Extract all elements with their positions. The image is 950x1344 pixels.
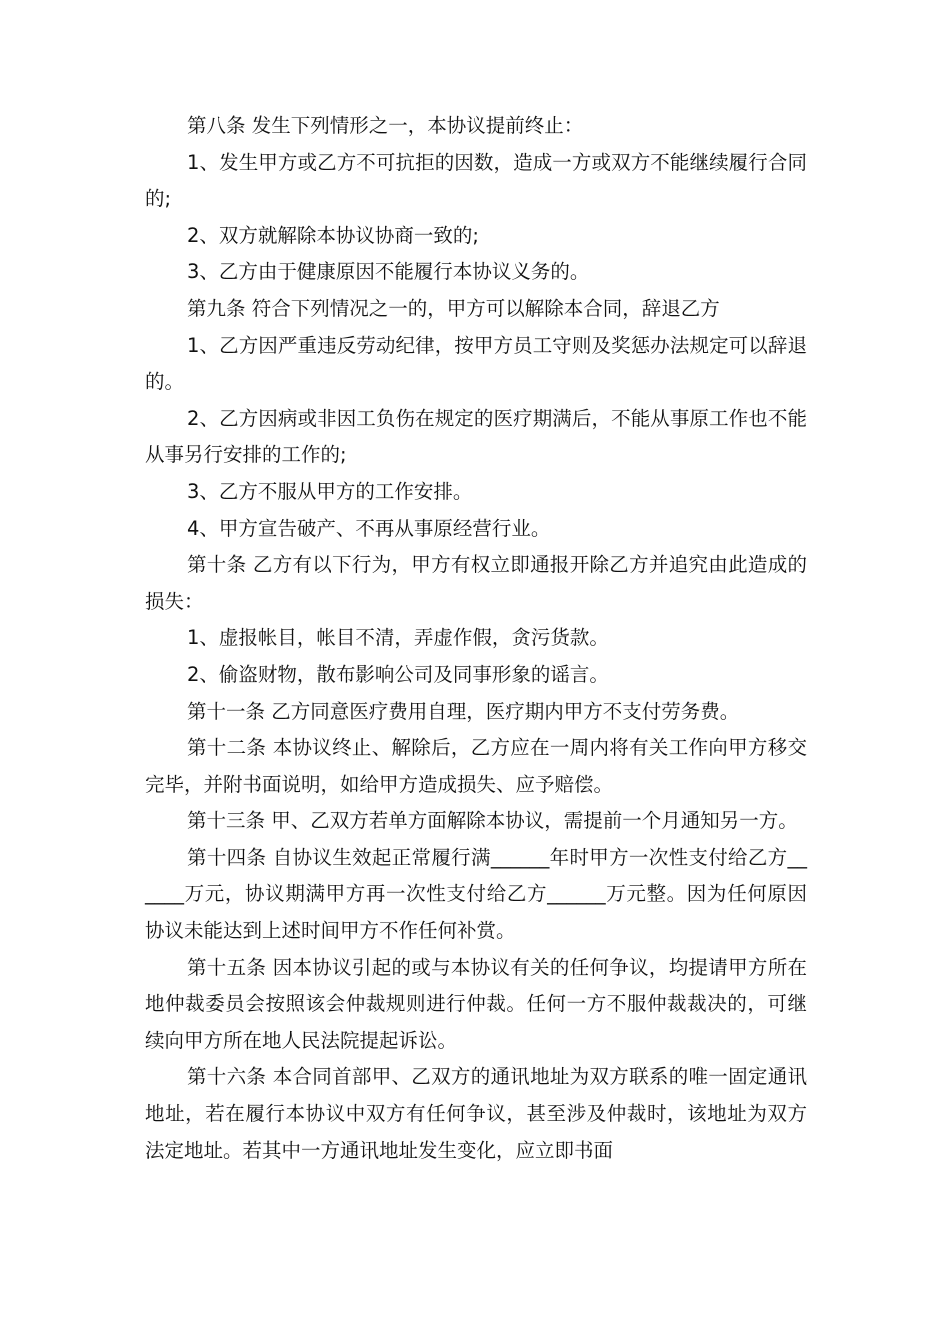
article-8-item-3: 3、乙方由于健康原因不能履行本协议义务的。: [187, 260, 590, 284]
article-9-item-1: 1、乙方因严重违反劳动纪律，按甲方员工守则及奖惩办法规定可以辞退的。: [145, 333, 807, 394]
article-9-item-2: 2、乙方因病或非因工负伤在规定的医疗期满后，不能从事原工作也不能从事另行安排的工作的;: [145, 406, 807, 467]
article-10-item-1: 1、虚报帐目，帐目不清，弄虚作假，贪污货款。: [187, 626, 609, 650]
article-13: 第十三条 甲、乙双方若单方面解除本协议，需提前一个月通知另一方。: [187, 809, 798, 833]
article-12: 第十二条 本协议终止、解除后，乙方应在一周内将有关工作向甲方移交完毕，并附书面说明，如给甲方造成损失、应予赔偿。: [145, 736, 807, 796]
article-10-item-2: 2、偷盗财物，散布影响公司及同事形象的谣言。: [187, 662, 609, 686]
article-11: 第十一条 乙方同意医疗费用自理，医疗期内甲方不支付劳务费。: [187, 699, 740, 723]
article-9-item-4: 4、甲方宣告破产、不再从事原经营行业。: [187, 516, 551, 540]
article-14: 第十四条 自协议生效起正常履行满______年时甲方一次性支付给乙方______万元，协议期满甲方再一次性支付给乙方______万元整。因为任何原因协议未能达到上述时间甲方不作任何补赏。: [145, 845, 807, 943]
article-9-heading: 第九条 符合下列情况之一的，甲方可以解除本合同，辞退乙方: [187, 296, 720, 320]
article-9-item-3: 3、乙方不服从甲方的工作安排。: [187, 479, 473, 503]
article-10-heading: 第十条 乙方有以下行为，甲方有权立即通报开除乙方并追究由此造成的损失：: [145, 553, 807, 613]
document-page: [145, 108, 807, 1169]
article-8-item-1: 1、发生甲方或乙方不可抗拒的因数，造成一方或双方不能继续履行合同的;: [145, 150, 807, 211]
article-16: 第十六条 本合同首部甲、乙双方的通讯地址为双方联系的唯一固定通讯地址，若在履行本协议中双方有任何争议，甚至涉及仲裁时，该地址为双方法定地址。若其中一方通讯地址发生变化，应立即书面: [145, 1065, 807, 1162]
article-8-item-2: 2、双方就解除本协议协商一致的;: [187, 223, 479, 247]
article-8-heading: 第八条 发生下列情形之一，本协议提前终止：: [187, 114, 584, 137]
article-15: 第十五条 因本协议引起的或与本协议有关的任何争议，均提请甲方所在地仲裁委员会按照该会仲裁规则进行仲裁。任何一方不服仲裁裁决的，可继续向甲方所在地人民法院提起诉讼。: [145, 955, 807, 1052]
